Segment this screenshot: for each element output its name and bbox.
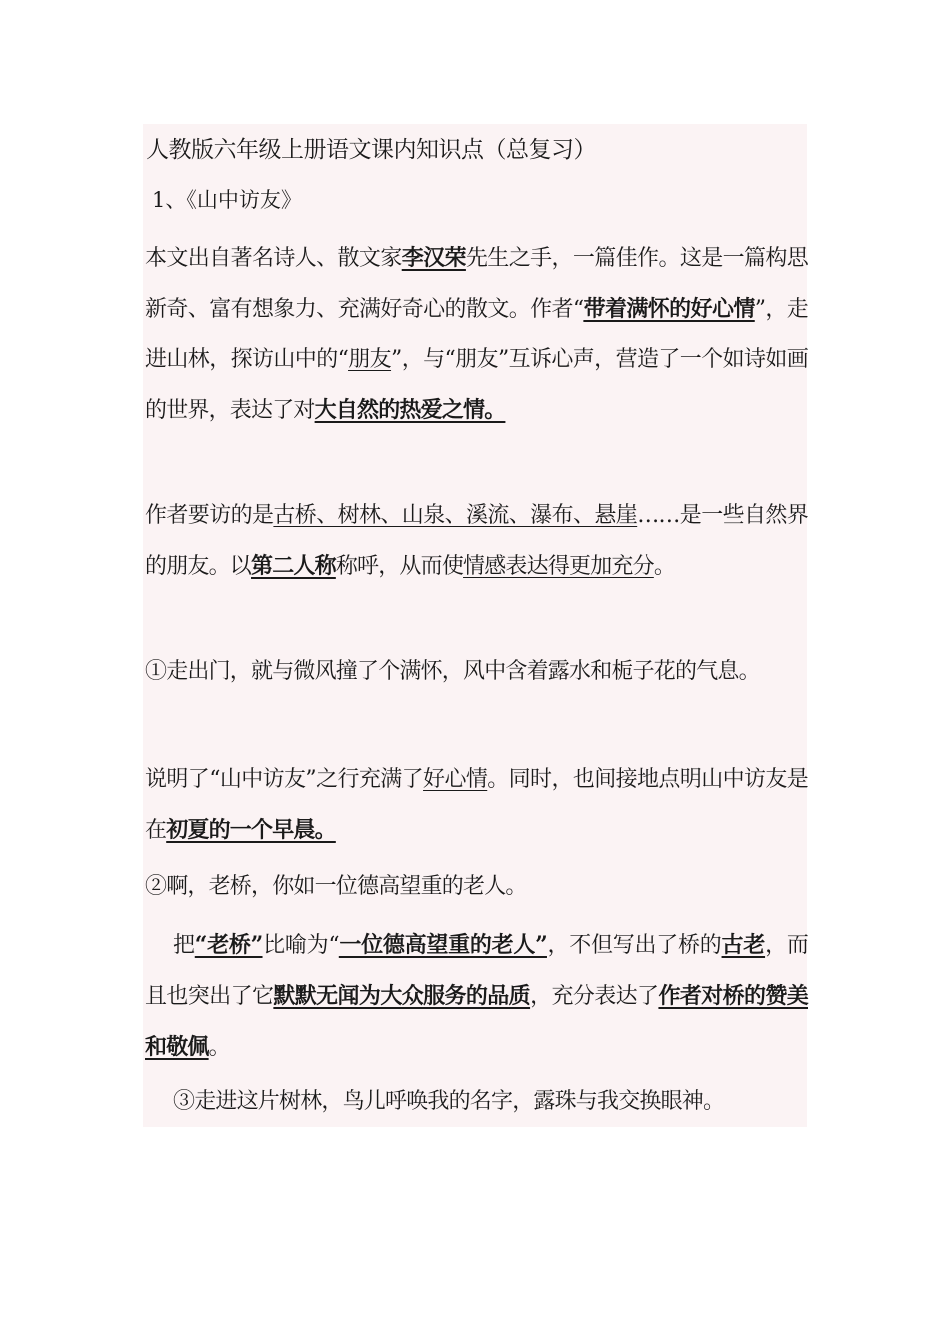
key-phrase-good-mood: 好心情	[423, 767, 488, 792]
key-phrase-quality: 默默无闻为大众服务的品质	[273, 983, 531, 1009]
quote-3: ③走进这片树林，鸟儿呼唤我的名字，露珠与我交换眼神。	[173, 1089, 725, 1114]
paragraph-friends: 作者要访的是古桥、树林、山泉、溪流、瀑布、悬崖……是一些自然界的朋友。以第二人称称呼，从而使情感表达得更加充分。	[145, 503, 809, 579]
lesson-heading: 1、《山中访友》	[152, 188, 302, 212]
key-phrase-theme: 大自然的热爱之情。	[314, 397, 506, 423]
key-phrase-time: 初夏的一个早晨。	[166, 817, 336, 843]
key-phrase-person: 第二人称	[251, 553, 336, 579]
key-phrase-mood: 带着满怀的好心情	[583, 296, 755, 322]
key-phrase-admiration: 作者对桥的赞美和敬佩	[145, 983, 808, 1060]
key-phrase-effect: 情感表达得更加充分	[463, 554, 654, 579]
analysis-2: 把“老桥”比喻为“一位德高望重的老人”，不但写出了桥的古老，而且也突出了它默默无闻为大众服务的品质，充分表达了作者对桥的赞美和敬佩。	[145, 932, 809, 1060]
key-phrase-old-bridge: “老桥”	[194, 932, 263, 958]
author-name: 李汉荣	[401, 245, 466, 271]
key-phrase-friends-list: 古桥、树林、山泉、溪流、瀑布、悬崖	[273, 503, 638, 528]
key-phrase-ancient: 古老	[721, 932, 766, 958]
paragraph-intro: 本文出自著名诗人、散文家李汉荣先生之手，一篇佳作。这是一篇构思新奇、富有想象力、充满好奇心的散文。作者“带着满怀的好心情”，走进山林，探访山中的“朋友”，与“朋友”互诉心声，营造了一个如诗如画的世界，表达了对大自然的热爱之情。	[145, 245, 808, 423]
quote-2: ②啊，老桥，你如一位德高望重的老人。	[145, 874, 527, 899]
document-title: 人教版六年级上册语文课内知识点（总复习）	[146, 137, 596, 163]
quote-1: ①走出门，就与微风撞了个满怀，风中含着露水和栀子花的气息。	[145, 659, 760, 684]
key-phrase-friend: 朋友	[348, 347, 392, 372]
key-phrase-elder: 一位德高望重的老人”	[338, 932, 547, 958]
analysis-1: 说明了“山中访友”之行充满了好心情。同时，也间接地点明山中访友是在初夏的一个早晨。	[145, 767, 808, 843]
